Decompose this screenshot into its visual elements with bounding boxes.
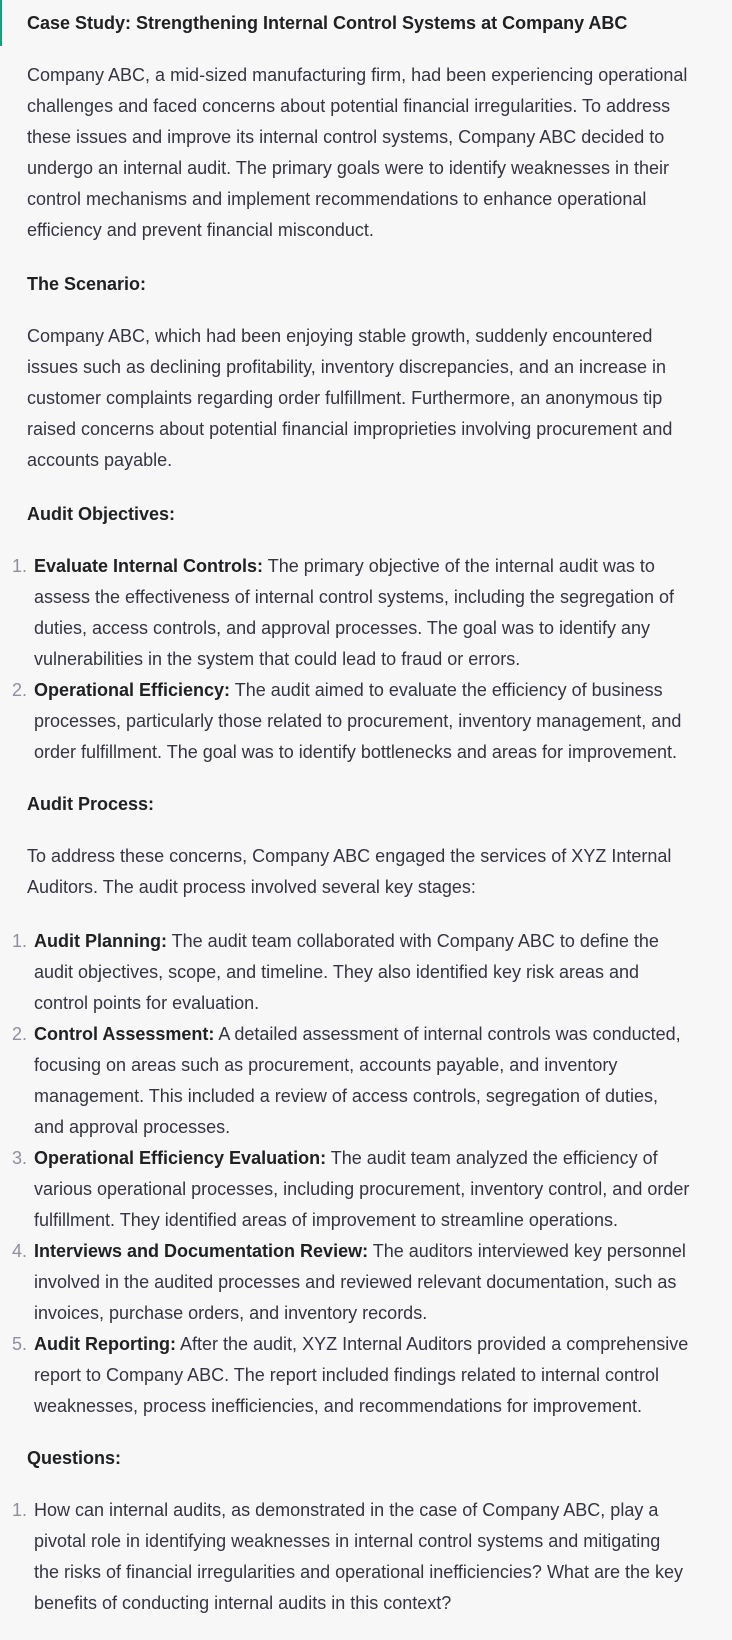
intro-paragraph: Company ABC, a mid-sized manufacturing firm, had been experiencing operational challenges and faced concerns about potential financial irregularities. To address these issues and improve its internal control systems, Company ABC decided to undergo an internal audit. The primary goals were to identify weaknesses in their control mechanisms and implement recommendations to enhance operational efficiency and prevent financial misconduct.	[27, 65, 688, 240]
scenario-heading: The Scenario:	[27, 274, 147, 294]
questions-heading: Questions:	[27, 1448, 122, 1468]
question-text: How can internal audits, as demonstrated in the case of Company ABC, play a pivotal role in identifying weaknesses in internal control systems and mitigating the risks of financial irregularities and operational inefficiencies? What are the key benefits of conducting internal audits in this context?	[34, 1500, 684, 1613]
list-number: 1.	[12, 1500, 28, 1520]
list-number: 3.	[12, 1148, 28, 1168]
list-term: Operational Efficiency Evaluation:	[34, 1148, 327, 1168]
list-number: 1.	[12, 556, 28, 576]
list-number: 2.	[12, 680, 28, 700]
list-item	[2, 926, 690, 1019]
list-number: 1.	[12, 931, 28, 951]
list-number: 5.	[12, 1334, 28, 1354]
list-term: Operational Efficiency:	[34, 680, 231, 700]
questions-list	[2, 1495, 690, 1619]
list-text: A detailed assessment of internal controls was conducted, focusing on areas such as procurement, accounts payable, and inventory management. This included a review of access controls, segregation of duties, and approval processes.	[34, 1024, 681, 1137]
list-term: Audit Reporting:	[34, 1334, 176, 1354]
list-text: The audit team analyzed the efficiency of various operational processes, including procurement, inventory control, and order fulfillment. They identified areas of improvement to streamline operations.	[34, 1148, 690, 1230]
list-term: Interviews and Documentation Review:	[34, 1241, 369, 1261]
list-text: After the audit, XYZ Internal Auditors provided a comprehensive report to Company ABC. The report included findings related to internal control weaknesses, process inefficiencies, and recommendations for improvement.	[34, 1334, 689, 1416]
objectives-list	[2, 551, 690, 768]
objectives-heading: Audit Objectives:	[27, 504, 176, 524]
list-term: Audit Planning:	[34, 931, 167, 951]
list-item	[2, 1143, 690, 1236]
process-heading: Audit Process:	[27, 794, 155, 814]
list-text: The audit aimed to evaluate the efficiency of business processes, particularly those related to procurement, inventory management, and order fulfillment. The goal was to identify bottlenecks and areas for improvement.	[34, 680, 682, 762]
list-text: The audit team collaborated with Company ABC to define the audit objectives, scope, and timeline. They also identified key risk areas and control points for evaluation.	[34, 931, 659, 1013]
list-text: The auditors interviewed key personnel involved in the audited processes and reviewed relevant documentation, such as invoices, purchase orders, and inventory records.	[34, 1241, 686, 1323]
list-text: The primary objective of the internal audit was to assess the effectiveness of internal control systems, including the segregation of duties, access controls, and approval processes. The goal was to identify any vulnerabilities in the system that could lead to fraud or errors.	[34, 556, 675, 669]
scenario-paragraph: Company ABC, which had been enjoying stable growth, suddenly encountered issues such as declining profitability, inventory discrepancies, and an increase in customer complaints regarding order fulfillment. Furthermore, an anonymous tip raised concerns about potential financial improprieties involving procurement and accounts payable.	[27, 326, 673, 470]
list-term: Control Assessment:	[34, 1024, 215, 1044]
list-item	[2, 551, 690, 675]
list-number: 2.	[12, 1024, 28, 1044]
list-item	[2, 1495, 690, 1619]
list-term: Evaluate Internal Controls:	[34, 556, 264, 576]
case-study-title: Case Study: Strengthening Internal Control Systems at Company ABC	[27, 13, 628, 33]
list-item	[2, 675, 690, 768]
process-list	[2, 926, 690, 1422]
list-item	[2, 1019, 690, 1143]
list-number: 4.	[12, 1241, 28, 1261]
process-paragraph: To address these concerns, Company ABC engaged the services of XYZ Internal Auditors. The audit process involved several key stages:	[27, 846, 672, 897]
list-item	[2, 1329, 690, 1422]
list-item	[2, 1236, 690, 1329]
